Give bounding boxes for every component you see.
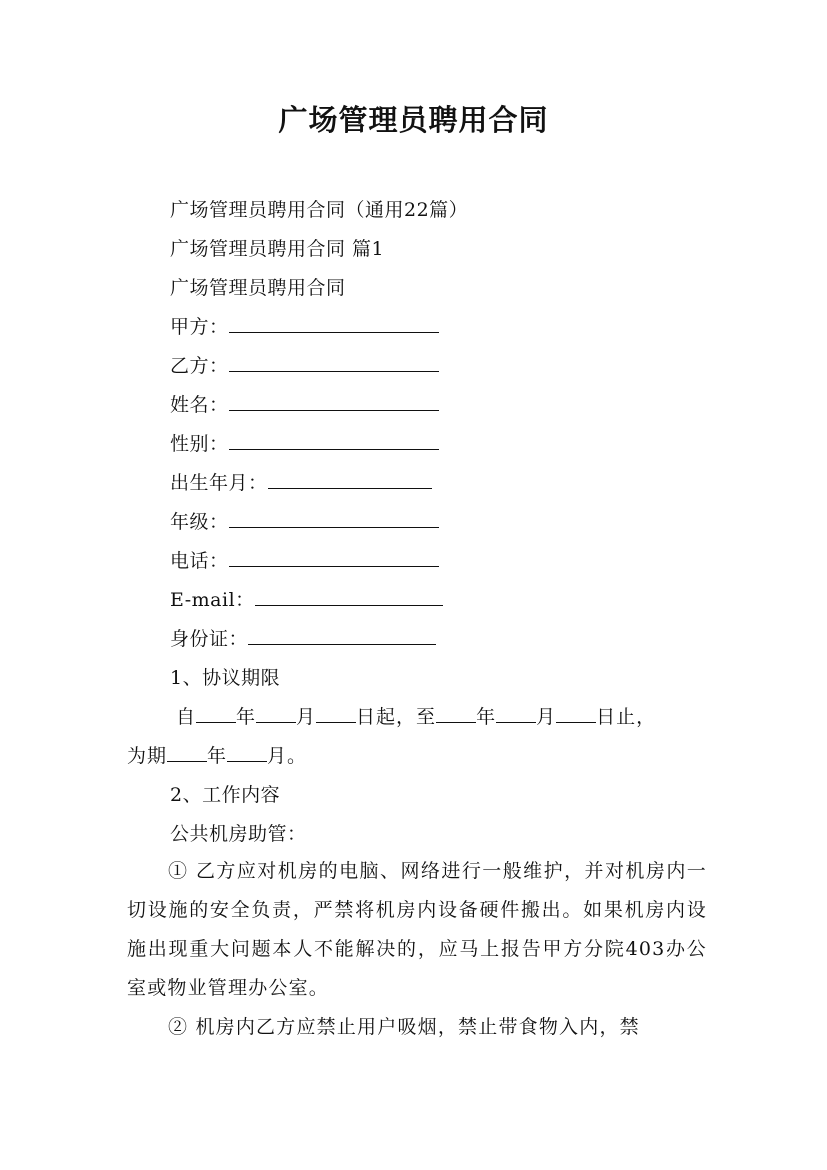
field-id-card — [170, 625, 436, 653]
field-name — [170, 391, 439, 419]
blank-line — [229, 353, 439, 372]
section2-heading: 2、工作内容 — [170, 784, 281, 806]
blank-line — [227, 743, 267, 762]
field-label: 电话： — [170, 550, 229, 572]
heading-contract: 广场管理员聘用合同 — [170, 277, 346, 299]
blank-line — [167, 743, 207, 762]
blank-line — [229, 314, 439, 333]
document-title: 广场管理员聘用合同 — [278, 103, 549, 137]
blank-line — [316, 704, 356, 723]
field-party-a — [170, 313, 439, 341]
section2-item-1: ① 乙方应对机房的电脑、网络进行一般维护，并对机房内一切设施的安全负责，严禁将机房内设备硬件搬出。如果机房内设施出现重大问题本人不能解决的，应马上报告甲方分院403办公室或物业管理办公室。 — [127, 860, 707, 999]
field-label: 姓名： — [170, 394, 229, 416]
blank-line — [229, 392, 439, 411]
blank-line — [496, 704, 536, 723]
section1-heading: 1、协议期限 — [170, 667, 281, 689]
field-gender — [170, 430, 439, 458]
blank-line — [436, 704, 476, 723]
blank-line — [229, 431, 439, 450]
field-label: 性别： — [170, 433, 229, 455]
blank-line — [229, 548, 439, 567]
blank-line — [196, 704, 236, 723]
field-label: 乙方： — [170, 355, 229, 377]
field-label: 年级： — [170, 511, 229, 533]
field-party-b — [170, 352, 439, 380]
blank-line — [256, 704, 296, 723]
field-birth — [170, 469, 432, 497]
term-line-2: 为期 年 月。 — [127, 745, 308, 767]
blank-line — [248, 626, 436, 645]
field-label: E-mail： — [170, 589, 255, 611]
term-line-1: 自 年 月 日起，至 年 月 日止， — [176, 706, 657, 728]
blank-line — [229, 509, 439, 528]
heading-part: 广场管理员聘用合同 篇1 — [170, 238, 385, 260]
field-label: 出生年月： — [170, 472, 268, 494]
field-label: 身份证： — [170, 628, 249, 650]
field-email — [170, 586, 443, 614]
field-phone — [170, 547, 439, 575]
section2-item-2: ② 机房内乙方应禁止用户吸烟，禁止带食物入内，禁 — [168, 1016, 640, 1038]
field-grade — [170, 508, 439, 536]
heading-general: 广场管理员聘用合同（通用22篇） — [170, 199, 469, 221]
field-label: 甲方： — [170, 316, 229, 338]
blank-line — [255, 587, 443, 606]
blank-line — [268, 470, 432, 489]
section2-subheading: 公共机房助管： — [170, 823, 307, 845]
blank-line — [556, 704, 596, 723]
